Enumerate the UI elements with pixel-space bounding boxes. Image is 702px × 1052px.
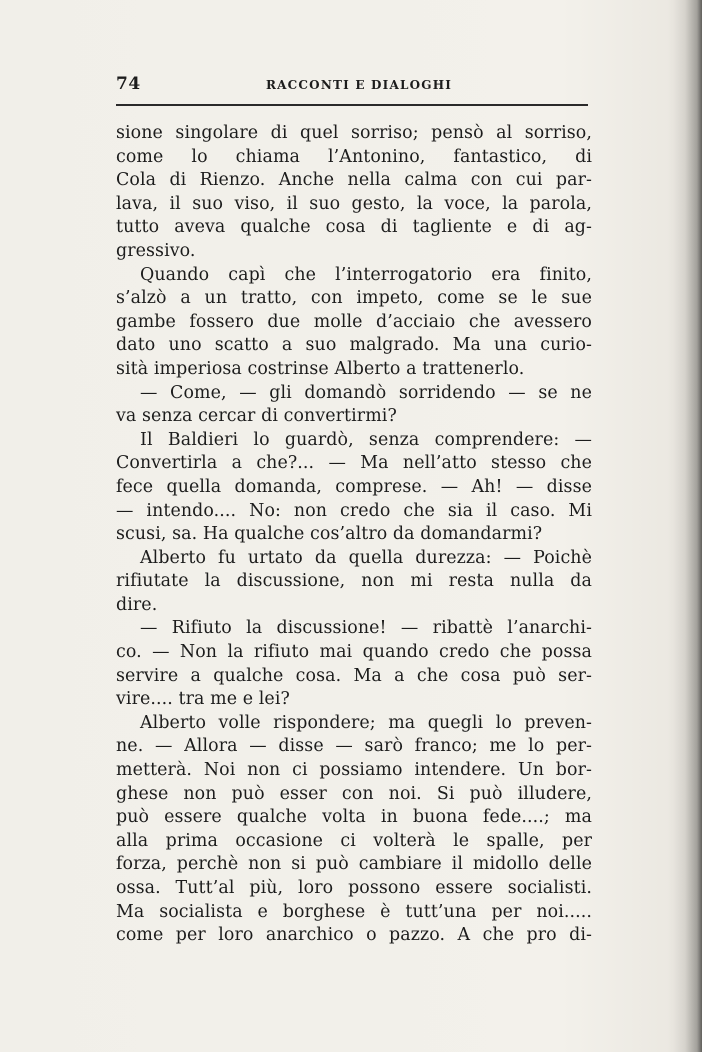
text-line: come lo chiama l’Antonino, fantastico, di [116,146,592,167]
text-line: alla prima occasione ci volterà le spalle, per [116,830,592,851]
text-line: tutto aveva qualche cosa di tagliente e di ag- [116,217,592,238]
text-line: Ma socialista e borghese è tutt’una per noi..... [116,901,592,922]
text-line: metterà. Noi non ci possiamo intendere. Un bor- [116,760,592,781]
text-line: — Rifiuto la discussione! — ribattè l’anarchi- [140,618,592,639]
text-line: Alberto fu urtato da quella durezza: — Poichè [140,547,592,568]
text-line: dire. [116,594,158,615]
text-line: Quando capì che l’interrogatorio era finito, [140,264,592,285]
text-line: dato uno scatto a suo malgrado. Ma una curio- [116,335,592,356]
text-line: rifiutate la discussione, non mi resta nulla da [116,571,592,592]
page-header [116,70,588,100]
text-line: ghese non può esser con noi. Si può illudere, [116,783,592,804]
text-line: sione singolare di quel sorriso; pensò al sorriso, [116,123,592,143]
running-title: RACCONTI E DIALOGHI [266,78,453,92]
text-line: Alberto volle rispondere; ma quegli lo preven- [140,712,592,733]
text-line: servire a qualche cosa. Ma a che cosa può ser- [116,665,592,686]
text-line: Convertirla a che?... — Ma nell’atto stesso che [116,453,592,474]
header-rule [116,104,588,106]
text-line: vire.... tra me e lei? [116,689,290,710]
body-text [116,122,592,948]
text-line: lava, il suo viso, il suo gesto, la voce, la parola, [116,193,592,214]
text-line: gambe fossero due molle d’acciaio che avessero [116,311,592,332]
text-line: va senza cercar di convertirmi? [116,406,397,427]
text-line: come per loro anarchico o pazzo. A che pro di- [116,925,592,946]
text-line: può essere qualche volta in buona fede....; ma [116,807,592,828]
text-line: forza, perchè non si può cambiare il midollo delle [116,854,592,875]
text-line: ossa. Tutt’al più, loro possono essere socialisti. [116,878,592,898]
text-line: — intendo.... No: non credo che sia il caso. Mi [116,500,592,521]
text-line: co. — Non la rifiuto mai quando credo che possa [116,642,592,663]
text-line: s’alzò a un tratto, con impeto, come se le sue [116,288,592,309]
page-edge-shadow [668,0,702,1052]
text-line: — Come, — gli domandò sorridendo — se ne [140,382,592,403]
text-line: Cola di Rienzo. Anche nella calma con cui par- [116,170,592,191]
text-line: gressivo. [116,240,196,261]
text-line: ne. — Allora — disse — sarò franco; me lo per- [116,736,592,757]
text-line: scusi, sa. Ha qualche cos’altro da domandarmi? [116,524,543,545]
page-number: 74 [116,74,141,94]
text-line: Il Baldieri lo guardò, senza comprendere: — [140,429,592,450]
text-line: fece quella domanda, comprese. — Ah! — disse [116,476,592,497]
text-line: sità imperiosa costrinse Alberto a trattenerlo. [116,358,525,379]
